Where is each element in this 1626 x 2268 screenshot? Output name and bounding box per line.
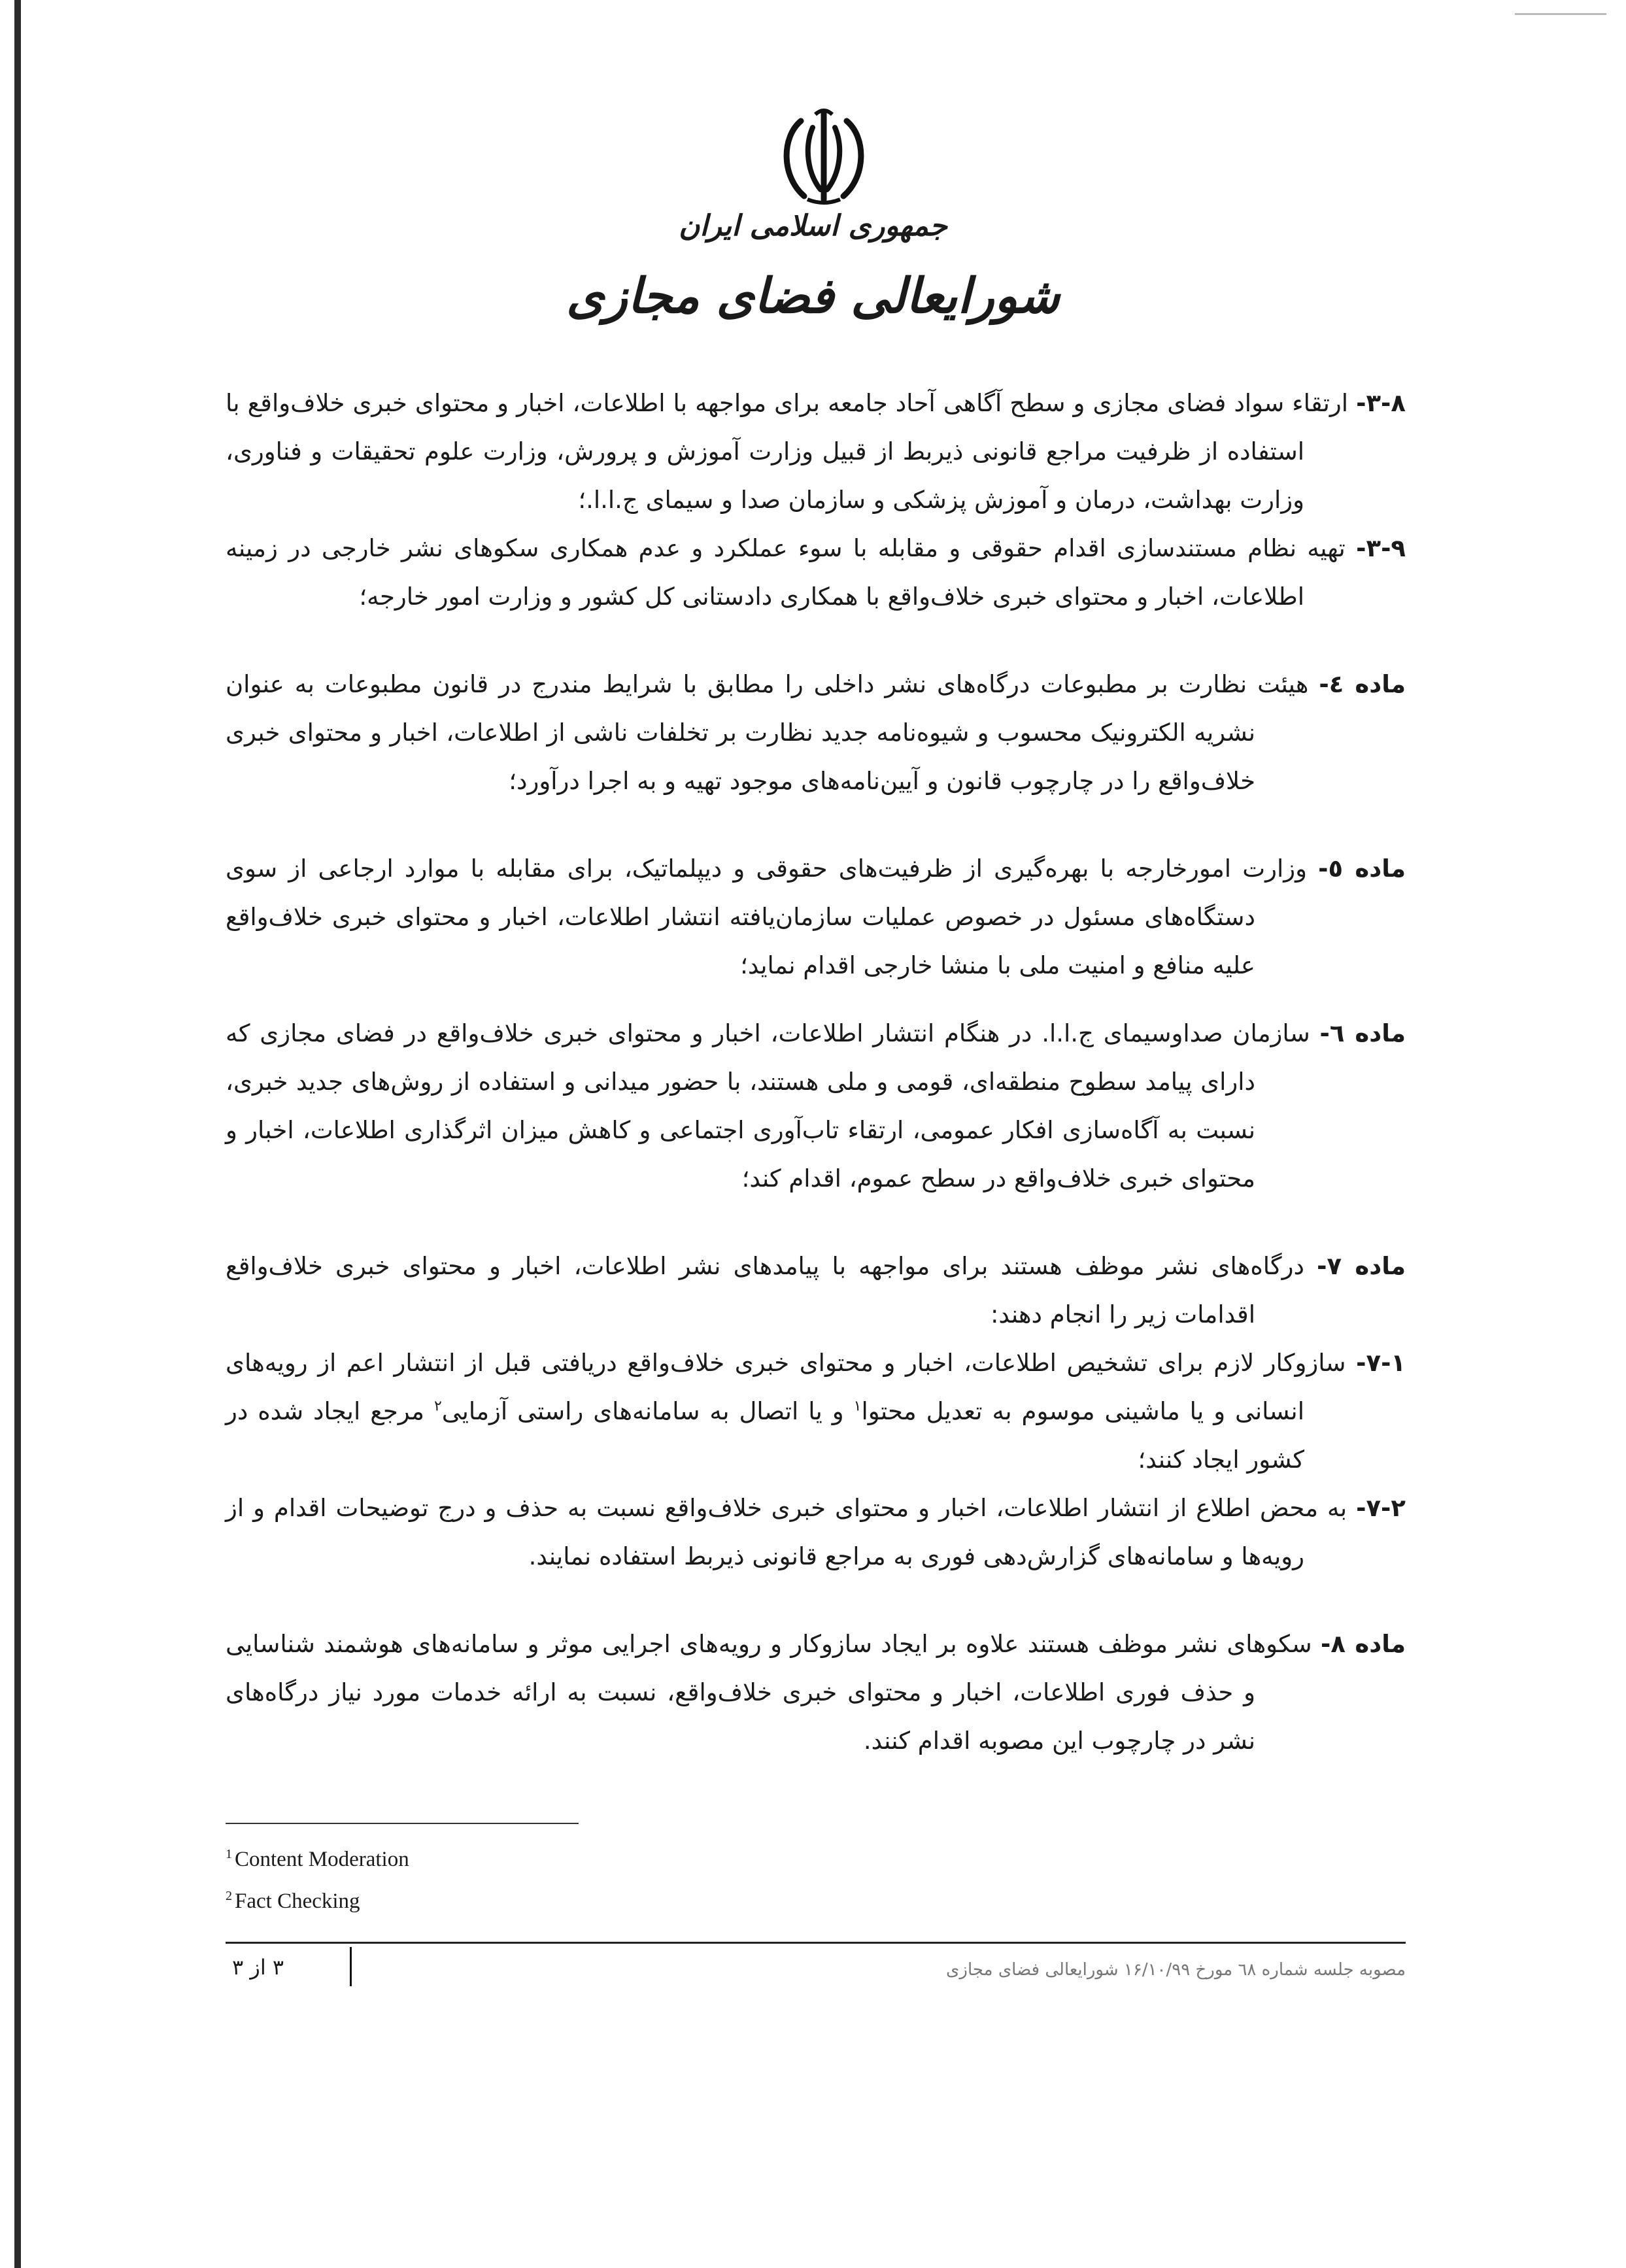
republic-title: جمهوری اسلامی ایران <box>679 209 947 243</box>
item-text: و یا اتصال به سامانه‌های راستی آزمایی <box>441 1397 844 1425</box>
clause-3-8 <box>226 379 1406 524</box>
footer-divider <box>226 1942 1406 1944</box>
article-8 <box>226 1620 1406 1765</box>
footer-text: مصوبه جلسه شماره ٦٨ مورخ ۱۶/۱۰/۹۹ شورایعالی فضای مجازی <box>946 1960 1406 1980</box>
footnote-ref-1: ١ <box>853 1398 862 1415</box>
item-label: ماده ٧- <box>1317 1252 1406 1280</box>
item-label: ماده ٥- <box>1318 855 1406 883</box>
item-text: درگاه‌های نشر موظف هستند برای مواجهه با پیامدهای نشر اطلاعات، اخبار و محتوای خبری خلاف‌واقع اقدامات زیر را انجام دهند: <box>226 1252 1304 1329</box>
item-text: سازمان صداوسیمای ج.ا.ا. در هنگام انتشار اطلاعات، اخبار و محتوای خبری خلاف‌واقع در فضای مجازی که دارای پیامد سطوح منطقه‌ای، قومی و ملی هستند، با حضور میدانی و استفاده از روش‌های جدید خبری، نسبت به آگاه‌سازی افکار عمومی، ارتقاء تاب‌آوری اجتماعی و کاهش میزان اثرگذاری اطلاعات، اخبار و محتوای خبری خلاف‌واقع در سطح عموم، اقدام کند؛ <box>226 1019 1310 1193</box>
footnotes <box>226 1838 409 1922</box>
council-title: شورایعالی فضای مجازی <box>566 268 1060 324</box>
footnote-divider <box>226 1823 579 1824</box>
scan-edge <box>14 0 21 2268</box>
emblem-icon <box>775 108 873 206</box>
clause-7-2 <box>226 1484 1406 1581</box>
item-label: ماده ۸- <box>1320 1630 1406 1658</box>
footer-separator <box>350 1947 352 1986</box>
item-label: ماده ٤- <box>1319 670 1406 698</box>
item-label: ۷-۱- <box>1356 1349 1406 1377</box>
item-text: ارتقاء سواد فضای مجازی و سطح آگاهی آحاد جامعه برای مواجهه با اطلاعات، اخبار و محتوای خبری خلاف‌واقع با استفاده از ظرفیت مراجع قانونی ذیربط از قبیل وزارت آموزش و پرورش، وزارت علوم تحقیقات و فناوری، وزارت بهداشت، درمان و آموزش پزشکی و سازمان صدا و سیمای ج.ا.ا.؛ <box>226 389 1349 514</box>
document-body <box>226 379 1406 1765</box>
footnote-ref-2: ٢ <box>433 1398 442 1415</box>
item-text: مرجع ایجاد شده در کشور ایجاد کنند؛ <box>226 1397 1304 1474</box>
item-text: سازوکار لازم برای تشخیص اطلاعات، اخبار و محتوای خبری خلاف‌واقع دریافتی قبل از انتشار اعم از رویه‌های انسانی و یا ماشینی موسوم به تعدیل محتوا <box>226 1349 1346 1425</box>
item-label: ۷-۲- <box>1356 1494 1406 1522</box>
clause-3-9 <box>226 524 1406 621</box>
item-label: ماده ٦- <box>1319 1019 1406 1047</box>
clause-7-1 <box>226 1339 1406 1484</box>
page-number: ٣ از ٣ <box>232 1955 284 1980</box>
footnote-text: Fact Checking <box>235 1889 360 1913</box>
item-label: ۳-۸- <box>1356 389 1406 417</box>
scan-mark <box>1515 13 1606 28</box>
footnote-text: Content Moderation <box>235 1848 409 1871</box>
footnote-2 <box>226 1880 409 1922</box>
article-4 <box>226 660 1406 805</box>
item-label: ۳-۹- <box>1356 534 1406 562</box>
footnote-number: 2 <box>226 1889 232 1903</box>
article-5 <box>226 845 1406 990</box>
item-text: تهیه نظام مستندسازی اقدام حقوقی و مقابله با سوء عملکرد و عدم همکاری سکوهای نشر خارجی در زمینه اطلاعات، اخبار و محتوای خبری خلاف‌واقع با همکاری دادستانی کل کشور و وزارت امور خارجه؛ <box>226 534 1346 611</box>
footnote-number: 1 <box>226 1847 232 1861</box>
item-text: وزارت امورخارجه با بهره‌گیری از ظرفیت‌های حقوقی و دیپلماتیک، برای مقابله با موارد ارجاعی از سوی دستگاه‌های مسئول در خصوص عملیات سازمان‌یافته انتشار اطلاعات، اخبار و محتوای خبری خلاف‌واقع علیه منافع و امنیت ملی با منشا خارجی اقدام نماید؛ <box>226 855 1307 979</box>
item-text: سکوهای نشر موظف هستند علاوه بر ایجاد سازوکار و رویه‌های اجرایی موثر و سامانه‌های هوشمند شناسایی و حذف فوری اطلاعات، اخبار و محتوای خبری خلاف‌واقع، نسبت به ارائه خدمات مورد نیاز درگاه‌های نشر در چارچوب این مصوبه اقدام کنند. <box>226 1630 1312 1755</box>
article-6 <box>226 1009 1406 1203</box>
footnote-1 <box>226 1838 409 1880</box>
article-7 <box>226 1242 1406 1339</box>
item-text: هیئت نظارت بر مطبوعات درگاه‌های نشر داخلی را مطابق با شرایط مندرج در قانون مطبوعات به عنوان نشریه الکترونیک محسوب و شیوه‌نامه جدید نظارت بر تخلفات ناشی از اطلاعات، اخبار و محتوای خبری خلاف‌واقع را در چارچوب قانون و آیین‌نامه‌های موجود تهیه و به اجرا درآورد؛ <box>226 670 1309 795</box>
item-text: به محض اطلاع از انتشار اطلاعات، اخبار و محتوای خبری خلاف‌واقع نسبت به حذف و درج توضیحات اقدام و از رویه‌ها و سامانه‌های گزارش‌دهی فوری به مراجع قانونی ذیربط استفاده نمایند. <box>226 1494 1347 1570</box>
